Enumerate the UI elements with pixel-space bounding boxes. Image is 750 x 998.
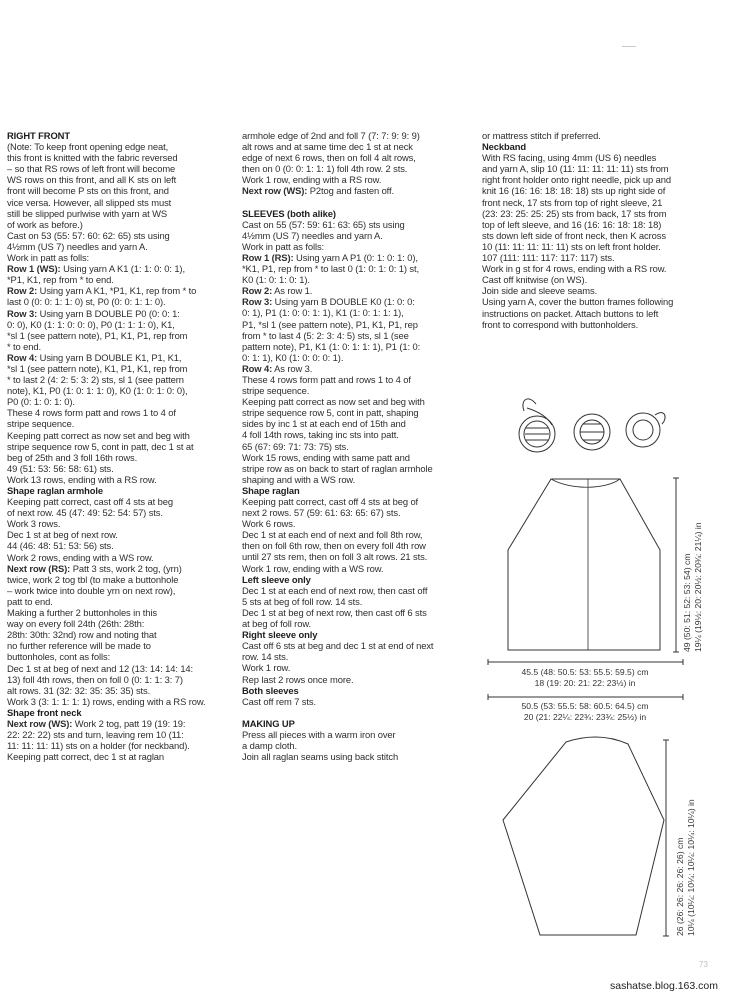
text-line: top of left sleeve, and 16 (16: 16: 18: 18: 18) bbox=[482, 218, 662, 230]
section-heading: RIGHT FRONT bbox=[7, 130, 70, 141]
sleeve-length-cm: 26 (26: 26: 26: 26: 26) cm bbox=[675, 837, 685, 936]
text-line: Row 2: As row 1. bbox=[242, 285, 313, 297]
body-full-width-in: 20 (21: 22¼: 22¾: 23¾: 25½) in bbox=[523, 712, 647, 722]
text-line: *P1, K1, rep from * to end. bbox=[7, 274, 114, 286]
text-line: twice, work 2 tog tbl (to make a buttonhole bbox=[7, 573, 179, 585]
text-line: Dec 1 st at each end of next and foll 8th row, bbox=[242, 529, 423, 541]
text-line: stripe sequence. bbox=[7, 418, 75, 430]
body-width-in: 18 (19: 20: 21: 22: 23½) in bbox=[534, 678, 636, 688]
text-line: K0 (1: 0: 1: 0: 1). bbox=[242, 274, 310, 286]
text-line: sides by inc 1 st at each end of 15th and bbox=[242, 418, 406, 430]
body-width-cm: 45.5 (48: 50.5: 53: 55.5: 59.5) cm bbox=[521, 667, 649, 677]
body-full-width-cm: 50.5 (53: 55.5: 58: 60.5: 64.5) cm bbox=[521, 701, 649, 711]
text-line: 22: 22: 22) sts and turn, leaving rem 10 (11: bbox=[7, 729, 184, 741]
text-line: Row 4: As row 3. bbox=[242, 362, 313, 374]
text-line: – so that RS rows of left front will become bbox=[7, 163, 176, 175]
text-line: Work 15 rows, ending with same patt and bbox=[242, 451, 410, 463]
section-heading: Neckband bbox=[482, 141, 527, 153]
text-line: front to correspond with buttonholders. bbox=[482, 318, 639, 330]
text-line: Work 13 rows, ending with a RS row. bbox=[7, 473, 157, 485]
text-line: front will become P sts on this front, and bbox=[7, 185, 169, 197]
text-line: Work 1 row. bbox=[242, 662, 291, 674]
row-label: Next row (WS): bbox=[7, 717, 73, 729]
text-line: 5 sts at beg of foll row. 14 sts. bbox=[242, 595, 363, 607]
body-length-cm: 49 (50: 51: 52: 53: 54) cm bbox=[682, 553, 692, 652]
text-line: until 27 sts rem, then on foll 3 alt rows. 21 sts. bbox=[242, 551, 428, 563]
page-number: 73 bbox=[699, 960, 708, 969]
text-line: 28th: 30th: 32nd) row and noting that bbox=[7, 629, 157, 641]
section-heading: Left sleeve only bbox=[242, 573, 311, 585]
text-line: *sl 1 (see pattern note), P1, K1, P1, rep from bbox=[7, 329, 188, 341]
text-line: – work twice into double yrn on next row), bbox=[7, 584, 176, 596]
text-line: Next row (WS): P2tog and fasten off. bbox=[242, 185, 395, 197]
text-line: Rep last 2 rows once more. bbox=[242, 673, 354, 685]
text-line: or mattress stitch if preferred. bbox=[482, 130, 601, 141]
text-line: vice versa. However, all slipped sts must bbox=[7, 196, 172, 208]
text-line: Keeping patt correct, cast off 4 sts at beg of bbox=[242, 496, 419, 507]
row-label: Row 1 (WS): bbox=[7, 263, 61, 275]
text-line: Work 3 rows. bbox=[7, 518, 61, 530]
section-heading: Shape raglan bbox=[242, 484, 300, 496]
body-length-in: 19¼ (19½: 20: 20½: 20¾: 21¼) in bbox=[693, 522, 703, 652]
text-line: note), K1, P0 (1: 0: 1: 1: 0), K0 (1: 0: 1: 0: 0), bbox=[7, 385, 188, 397]
text-line: Keeping patt correct, cast off 4 sts at beg bbox=[7, 496, 173, 508]
text-line: Row 4: Using yarn B DOUBLE K1, P1, K1, bbox=[7, 351, 182, 363]
text-line: 11: 11: 11: 11) sts on a holder (for neckband). bbox=[7, 740, 190, 752]
row-label: Row 1 (RS): bbox=[242, 251, 294, 263]
text-line: Next row (RS): Patt 3 sts, work 2 tog, (yrn) bbox=[7, 562, 182, 574]
text-line: Row 1 (WS): Using yarn A K1 (1: 1: 0: 0: 1), bbox=[7, 263, 185, 275]
text-line: Dec 1 st at each end of next row, then cast off bbox=[242, 584, 428, 596]
section-heading: Both sleeves bbox=[242, 684, 299, 696]
button-frame-3-icon bbox=[626, 413, 665, 447]
text-line: right front holder onto right needle, pick up and bbox=[482, 174, 671, 186]
text-line: P0 (0: 1: 0: 1: 0). bbox=[7, 396, 75, 408]
section-heading: MAKING UP bbox=[242, 717, 295, 729]
row-label: Row 3: bbox=[7, 307, 38, 319]
row-label: Row 4: bbox=[7, 351, 38, 363]
row-label: Row 2: bbox=[242, 285, 273, 297]
section-heading: SLEEVES (both alike) bbox=[242, 207, 336, 219]
text-line: this front is knitted with the fabric reversed bbox=[7, 152, 178, 164]
text-line: still be slipped purlwise with yarn at WS bbox=[7, 207, 168, 219]
text-line: * to end. bbox=[7, 340, 42, 352]
row-label: Row 4: bbox=[242, 362, 273, 374]
text-line: Join all raglan seams using back stitch bbox=[242, 751, 399, 763]
row-label: Row 2: bbox=[7, 285, 38, 297]
row-label: Next row (WS): bbox=[242, 185, 308, 197]
text-line: 13) foll 4th rows, then on foll 0 (0: 1: 1: 3: 7) bbox=[7, 673, 183, 685]
text-line: no further reference will be made to bbox=[7, 640, 151, 652]
text-line: P1, *sl 1 (see pattern note), P1, K1, P1, rep bbox=[242, 318, 418, 330]
text-line: armhole edge of 2nd and foll 7 (7: 7: 9: 9: 9) bbox=[242, 130, 420, 141]
text-line: *K1, P1, rep from * to last 0 (1: 0: 1: 0: 1) st, bbox=[242, 263, 419, 275]
text-line: 49 (51: 53: 56: 58: 61) sts. bbox=[7, 462, 114, 474]
text-line: Keeping patt correct as now set and beg with bbox=[242, 396, 425, 408]
text-line: These 4 rows form patt and rows 1 to 4 of bbox=[7, 407, 176, 419]
text-line: alt rows and at same time dec 1 st at neck bbox=[242, 141, 413, 153]
button-frame-1-icon bbox=[519, 399, 555, 452]
button-frames-illustration bbox=[519, 399, 665, 452]
sleeve-length-in: 10¼ (10¼: 10¼: 10¼: 10¼: 10¼) in bbox=[686, 799, 696, 936]
row-label: Row 3: bbox=[242, 296, 273, 308]
text-line: sts down left side of front neck, then K across bbox=[482, 229, 666, 241]
text-line: (Note: To keep front opening edge neat, bbox=[7, 141, 169, 153]
text-line: stripe row as on back to start of raglan armhole bbox=[242, 462, 433, 474]
text-line: at beg of foll row. bbox=[242, 618, 311, 630]
text-line: * to last 2 (4: 2: 5: 3: 2) sts, sl 1 (see pattern bbox=[7, 374, 184, 386]
watermark-site: sashatse.blog.163.com bbox=[610, 980, 718, 992]
text-line: Dec 1 st at beg of next and 12 (13: 14: 14: 14: bbox=[7, 662, 194, 674]
text-line: Cast on 53 (55: 57: 60: 62: 65) sts using bbox=[7, 229, 170, 241]
text-line: of work as before.) bbox=[7, 218, 83, 230]
text-line: buttonholes, cont as folls: bbox=[7, 651, 111, 663]
text-line: Keeping patt correct as now set and beg with bbox=[7, 429, 190, 441]
text-line: alt rows. 31 (32: 32: 35: 35: 35) sts. bbox=[7, 684, 151, 696]
text-line: Next row (WS): Work 2 tog, patt 19 (19: 19: bbox=[7, 717, 186, 729]
text-line: instructions on packet. Attach buttons to left bbox=[482, 307, 659, 319]
text-line: Work in g st for 4 rows, ending with a RS row. bbox=[482, 263, 667, 275]
text-line: Work 6 rows. bbox=[242, 518, 296, 530]
text-line: a damp cloth. bbox=[242, 739, 297, 751]
text-line: 10 (11: 11: 11: 11: 11) sts on left front holder. bbox=[482, 240, 661, 252]
text-line: 44 (46: 48: 51: 53: 56) sts. bbox=[7, 540, 114, 552]
text-line: row. 14 sts. bbox=[242, 651, 289, 663]
text-line: With RS facing, using 4mm (US 6) needles bbox=[482, 152, 657, 164]
text-line: Cast off rem 7 sts. bbox=[242, 695, 316, 707]
text-line: Dec 1 st at beg of next row, then cast off 6 sts bbox=[242, 606, 427, 618]
text-line: way on every foll 24th (26th: 28th: bbox=[7, 618, 145, 630]
text-line: Cast on 55 (57: 59: 61: 63: 65) sts using bbox=[242, 218, 405, 230]
text-line: Work in patt as folls: bbox=[7, 252, 90, 264]
text-line: 0: 1), P1 (1: 0: 0: 1: 1), K1 (1: 0: 1: 1: 1), bbox=[242, 307, 404, 319]
text-line: WS rows on this front, and all K sts on left bbox=[7, 174, 177, 186]
text-line: These 4 rows form patt and rows 1 to 4 of bbox=[242, 373, 411, 385]
text-line: 4 foll 14th rows, taking inc sts into patt. bbox=[242, 429, 399, 441]
text-line: patt to end. bbox=[7, 595, 53, 607]
text-line: Making a further 2 buttonholes in this bbox=[7, 607, 157, 619]
row-label: Next row (RS): bbox=[7, 562, 71, 574]
text-line: Keeping patt correct, dec 1 st at raglan bbox=[7, 751, 165, 763]
text-line: stripe sequence row 5, cont in patt, shaping bbox=[242, 407, 419, 419]
text-line: Using yarn A, cover the button frames following bbox=[482, 296, 674, 308]
text-line: *sl 1 (see pattern note), K1, P1, K1, rep from bbox=[7, 362, 188, 374]
text-line: from * to last 4 (5: 2: 3: 4: 5) sts, sl 1 (see bbox=[242, 329, 409, 341]
text-line: Row 1 (RS): Using yarn A P1 (0: 1: 0: 1: 0), bbox=[242, 251, 418, 263]
text-line: stripe sequence. bbox=[242, 385, 310, 397]
text-line: Work 2 rows, ending with a WS row. bbox=[7, 551, 154, 563]
text-line: Dec 1 st at beg of next row. bbox=[7, 529, 118, 541]
text-line: next 2 rows. 57 (59: 61: 63: 65: 67) sts. bbox=[242, 507, 401, 519]
text-line: stripe sequence row 5, cont in patt, dec 1 st at bbox=[7, 440, 194, 452]
text-line: of next row. 45 (47: 49: 52: 54: 57) sts. bbox=[7, 507, 163, 519]
text-line: (23: 23: 25: 25: 25) sts from back, 17 sts from bbox=[482, 207, 667, 219]
text-line: pattern note), P1, K1 (1: 0: 1: 1: 1), P1 (1: 0: bbox=[242, 340, 421, 352]
text-line: Work 1 row, ending with a RS row. bbox=[242, 174, 382, 186]
text-line: 4½mm (US 7) needles and yarn A. bbox=[7, 240, 148, 252]
text-line: then on 0 (0: 0: 1: 1: 1) foll 4th row. 2 sts. bbox=[242, 163, 408, 175]
text-line: edge of next 6 rows, then on foll 4 alt rows, bbox=[242, 152, 416, 164]
text-line: Row 3: Using yarn B DOUBLE P0 (0: 0: 1: bbox=[7, 307, 180, 319]
section-heading: Right sleeve only bbox=[242, 629, 318, 641]
text-line: 4½mm (US 7) needles and yarn A. bbox=[242, 229, 383, 241]
text-line: Cast off 6 sts at beg and dec 1 st at end of next bbox=[242, 640, 434, 652]
text-line: Row 2: Using yarn A K1, *P1, K1, rep from * to bbox=[7, 285, 197, 297]
section-heading: Shape raglan armhole bbox=[7, 485, 103, 496]
text-line: Work 3 (3: 1: 1: 1: 1) rows, ending with a RS row. bbox=[7, 695, 206, 707]
text-line: shaping and with a WS row. bbox=[242, 473, 356, 485]
text-line: front neck, 17 sts from top of right sleeve, 21 bbox=[482, 196, 663, 208]
text-line: 65 (67: 69: 71: 73: 75) sts. bbox=[242, 440, 349, 452]
text-line: beg of 25th and 3 foll 16th rows. bbox=[7, 451, 138, 463]
text-line: knit 16 (16: 16: 18: 18: 18) sts up right side of bbox=[482, 185, 666, 197]
text-line: 107 (111: 111: 117: 117: 117) sts. bbox=[482, 252, 615, 264]
section-heading: Shape front neck bbox=[7, 706, 82, 718]
text-line: and yarn A, slip 10 (11: 11: 11: 11: 11) sts from bbox=[482, 163, 669, 175]
sleeve-schematic bbox=[503, 737, 669, 936]
text-line: Join side and sleeve seams. bbox=[482, 285, 598, 297]
text-line: then on foll 6th row, then on every foll 4th row bbox=[242, 540, 426, 552]
text-line: last 0 (0: 0: 1: 1: 0) st, P0 (0: 0: 1: 1: 0). bbox=[7, 296, 166, 308]
text-line: Row 3: Using yarn B DOUBLE K0 (1: 0: 0: bbox=[242, 296, 415, 308]
text-line: Work 1 row, ending with a WS row. bbox=[242, 562, 384, 574]
text-line: 0: 1: 1), K0 (1: 0: 0: 0: 1). bbox=[242, 351, 344, 363]
button-frame-2-icon bbox=[574, 414, 610, 450]
text-line: Work in patt as folls: bbox=[242, 240, 325, 252]
text-line: Cast off knitwise (on WS). bbox=[482, 274, 588, 286]
text-line: Press all pieces with a warm iron over bbox=[242, 728, 396, 740]
text-line: 0: 0), K0 (1: 1: 0: 0: 0), P0 (1: 1: 1: 0), K1, bbox=[7, 318, 175, 330]
